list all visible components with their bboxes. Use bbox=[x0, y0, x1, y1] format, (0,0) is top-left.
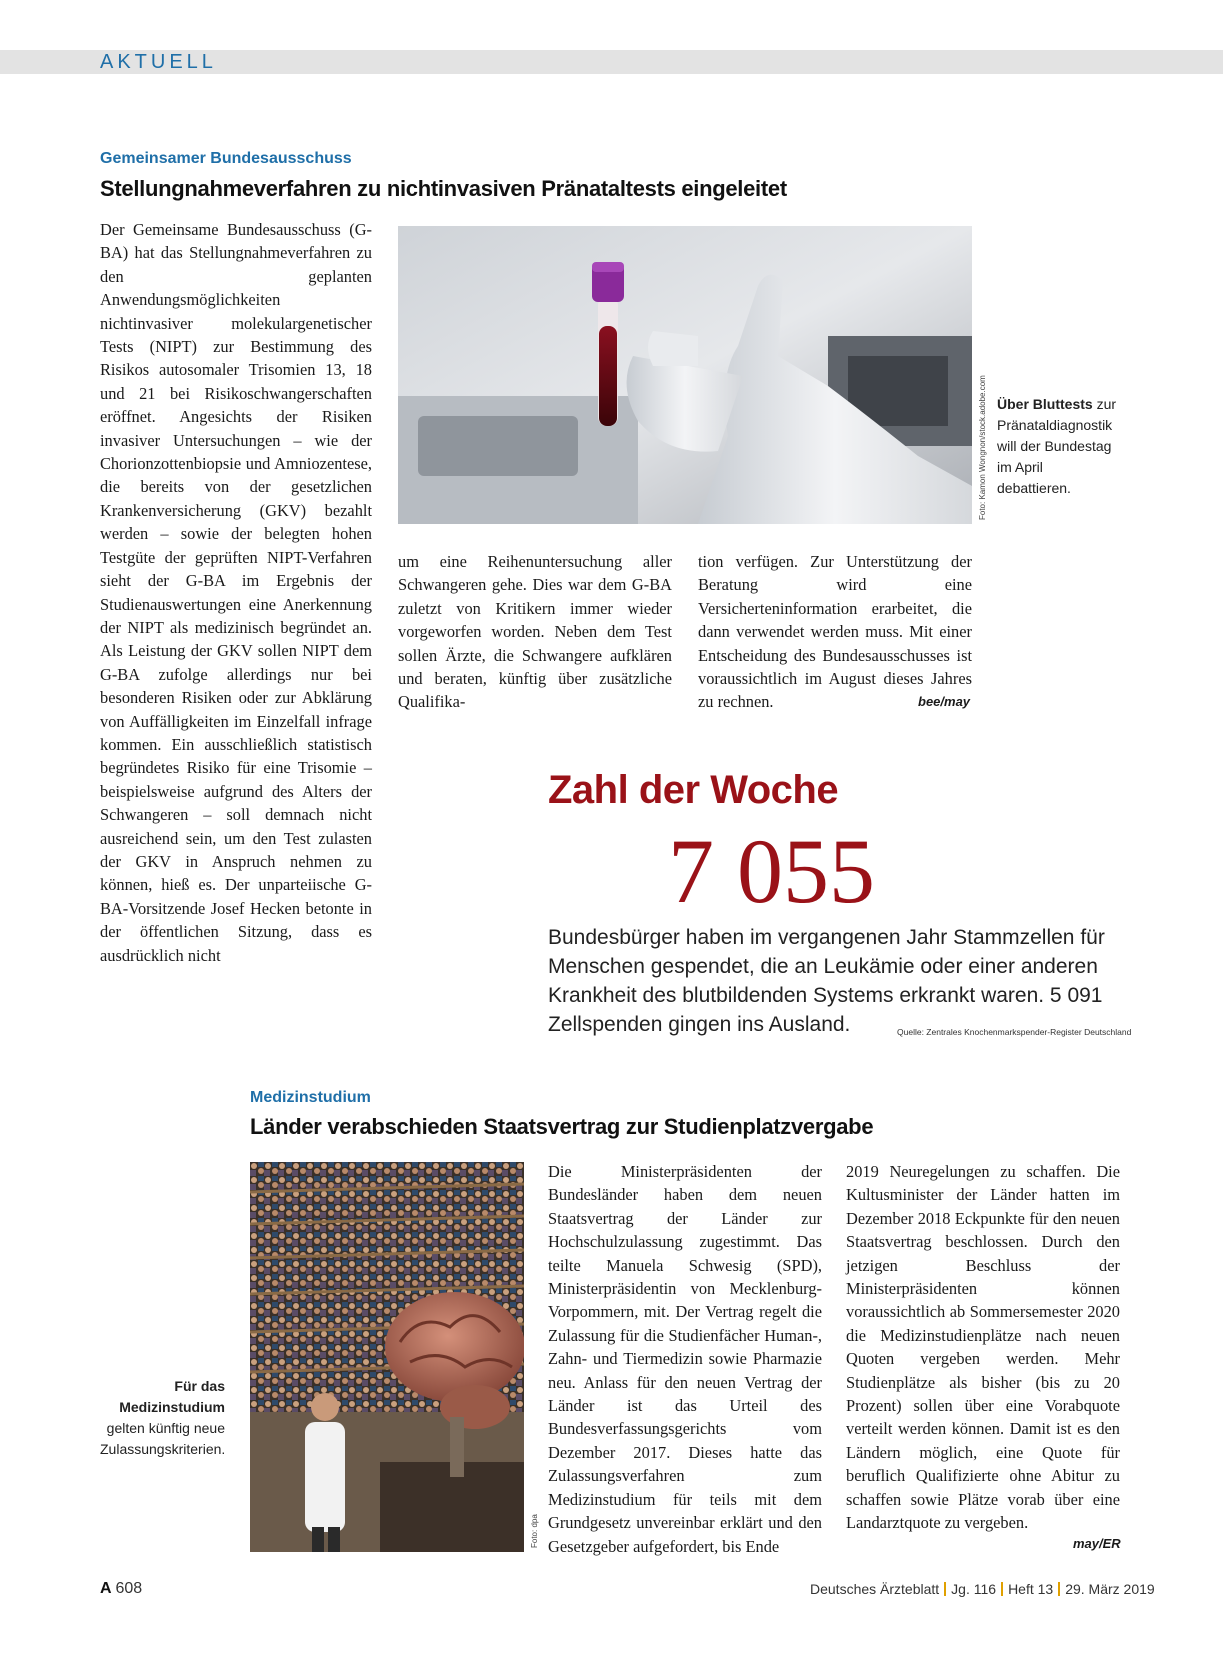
caption-2-text: gelten künftig neue Zulassungskriterien. bbox=[100, 1420, 226, 1457]
zdw-number: 7 055 bbox=[668, 820, 875, 922]
article1-column-2: um eine Reihenuntersuchung aller Schwangeren gehe. Dies war dem G-BA zuletzt von Kritikern immer wieder vorgeworfen worden. Neben dem Test sollen Ärzte, die Schwangere aufklären und beraten, künftig über zusätzliche Qualifika- bbox=[398, 552, 672, 712]
article1-kicker: Gemeinsamer Bundesausschuss bbox=[100, 150, 352, 167]
article2-kicker: Medizinstudium bbox=[250, 1089, 371, 1106]
zdw-title: Zahl der Woche bbox=[548, 768, 839, 812]
page-number bbox=[100, 1580, 142, 1598]
page-prefix: A bbox=[100, 1580, 112, 1597]
article1-headline: Stellungnahmeverfahren zu nichtinvasiven Pränataltests eingeleitet bbox=[100, 176, 787, 201]
article2-column-2-text: 2019 Neuregelungen zu schaffen. Die Kultusminister der Länder hatten im Dezember 2018 Eckpunkte für den neuen Staatsvertrag beschlossen. Durch den jetzigen Beschluss der Ministerpräsidenten können voraussichtlich ab Sommersemester 2020 die Medizinstudienplätze nach neuen Quoten vergeben werden. Mehr Studienplätze als bisher (bis zu 20 Prozent) sollen über eine Vorabquote verteilt werden können. Damit ist es den Ländern möglich, eine Quote für beruflich Qualifizierte ohne Abitur zu schaffen sowie Plätze vorab über eine Landarztquote zu vergeben. bbox=[846, 1162, 1120, 1533]
footer-separator bbox=[944, 1582, 946, 1596]
footer-date: 29. März 2019 bbox=[1065, 1581, 1155, 1597]
article1-signature: bee/may bbox=[918, 694, 971, 709]
photo-caption-2 bbox=[100, 1376, 225, 1460]
footer-volume: Jg. 116 bbox=[951, 1581, 997, 1597]
article2-headline: Länder verabschieden Staatsvertrag zur Studienplatzvergabe bbox=[250, 1114, 874, 1139]
caption-2-bold: Für das Medizinstudium bbox=[119, 1378, 225, 1415]
article1-column-1: Der Gemeinsame Bundesausschuss (G-BA) hat das Stellungnahmeverfahren zu den geplanten Anwendungsmöglichkeiten nichtinvasiver molekulargenetischer Tests (NIPT) zur Bestimmung des Risikos autosomaler Trisomien 13, 18 und 21 bei Risikoschwangerschaften eröffnet. Angesichts der Risiken invasiver Untersuchungen – wie der Chorionzottenbiopsie und Amniozentese, die bereits von der gesetzlichen Krankenversicherung (GKV) bezahlt werden – sowie der belegten hohen Testgüte der geprüften NIPT-Verfahren sieht der G-BA im Ergebnis der Studienauswertungen eine Anerkennung der NIPT als medizinisch begründet an. Als Leistung der GKV sollen NIPT dem G-BA zufolge allerdings nur bei besonderen Risiken oder zur Abklärung von Auffälligkeiten im Einzelfall infrage kommen. Ein ausschließlich statistisch begründetes Risiko für eine Trisomie – beispielsweise aufgrund des Alters der Schwangeren – soll demnach nicht ausreichend sein, um den Test zulasten der GKV in Anspruch nehmen zu können, hieß es. Der unparteiische G-BA-Vorsitzende Josef Hecken betonte in der öffentlichen Sitzung, dass es ausdrücklich nicht bbox=[100, 220, 372, 965]
blood-test-photo bbox=[398, 226, 972, 524]
article2-signature: may/ER bbox=[1073, 1536, 1121, 1551]
article1-column-3 bbox=[698, 550, 972, 714]
photo-credit-1: Foto: Kamon Wongnon/stock.adobe.com bbox=[978, 375, 987, 520]
lecture-hall-photo bbox=[250, 1162, 524, 1552]
zdw-source: Quelle: Zentrales Knochenmarkspender-Register Deutschland bbox=[897, 1027, 1132, 1037]
zdw-text: Bundesbürger haben im vergangenen Jahr Stammzellen für Menschen gespendet, die an Leukämie oder einer anderen Krankheit des blutbildenden Systems erkrankt waren. 5 091 Zellspenden gingen ins Ausland. bbox=[548, 926, 1105, 1036]
footer-issue: Heft 13 bbox=[1008, 1581, 1054, 1597]
article1-column-3-text: tion verfügen. Zur Unterstützung der Beratung wird eine Versicherteninformation erarbeitet, die dann verwendet werden muss. Mit einer Entscheidung des Bundesausschusses ist voraussichtlich im August dieses Jahres zu rechnen. bbox=[698, 552, 972, 712]
article2-column-2 bbox=[846, 1160, 1120, 1535]
photo-caption-1 bbox=[997, 394, 1117, 499]
caption-1-bold: Über Bluttests bbox=[997, 396, 1093, 412]
footer-journal-info bbox=[810, 1581, 1155, 1597]
page-number-value: 608 bbox=[115, 1580, 143, 1597]
photo-credit-2: Foto: dpa bbox=[530, 1514, 539, 1548]
footer-separator bbox=[1058, 1582, 1060, 1596]
footer-separator bbox=[1001, 1582, 1003, 1596]
footer-journal: Deutsches Ärzteblatt bbox=[810, 1581, 940, 1597]
section-label: AKTUELL bbox=[100, 51, 217, 73]
article2-column-1: Die Ministerpräsidenten der Bundesländer haben dem neuen Staatsvertrag der Länder zur Hochschulzulassung zugestimmt. Das teilte Manuela Schwesig (SPD), Ministerpräsidentin von Mecklenburg-Vorpommern, mit. Der Vertrag regelt die Zulassung für die Studienfächer Human-, Zahn- und Tiermedizin sowie Pharmazie neu. Anlass für den neuen Vertrag der Länder ist das Urteil des Bundesverfassungsgerichts vom Dezember 2017. Dieses hatte das Zulassungsverfahren zum Medizinstudium für teils mit dem Grundgesetz unvereinbar erklärt und den Gesetzgeber aufgefordert, bis Ende bbox=[548, 1162, 822, 1556]
caption-1-text: zur Pränataldiagnostik will der Bundestag im April debattieren. bbox=[997, 396, 1117, 496]
